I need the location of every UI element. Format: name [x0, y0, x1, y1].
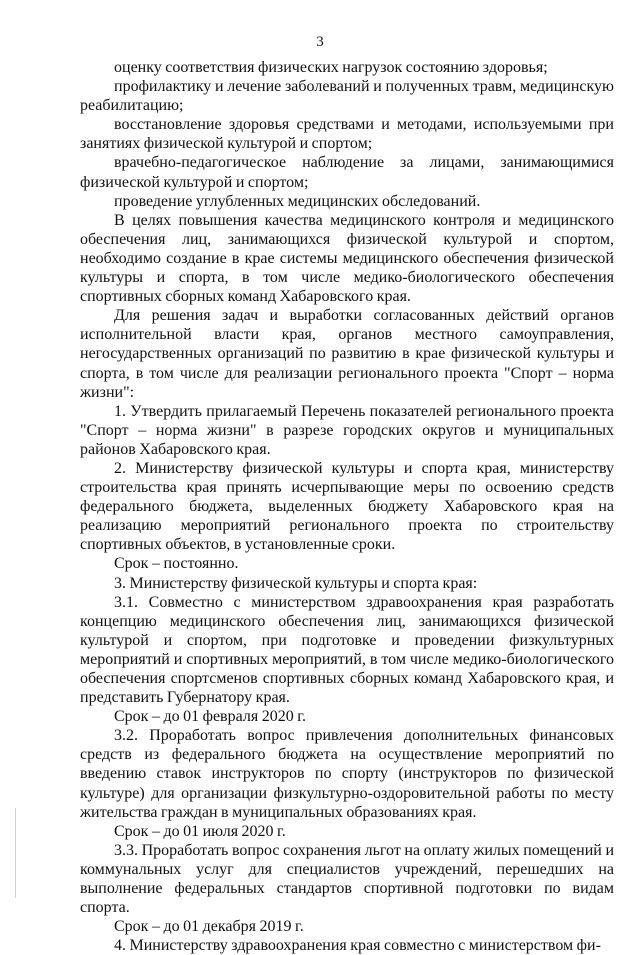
paragraph-11: 3. Министерству физической культуры и спорта края: — [114, 574, 478, 592]
paragraph-5: проведение углубленных медицинских обследований. — [114, 192, 481, 210]
paragraph-7: Для решения задач и выработки согласованных действий органов исполнительной власти края, органов местного самоуправления, негосударственных организаций по развитию в крае физической культуры и спорта, в том числе для реализации регионального проекта "Спорт – норма жизни": — [80, 307, 614, 401]
scan-edge-line — [15, 808, 16, 898]
paragraph-10: Срок – постоянно. — [114, 555, 239, 573]
page-number: 3 — [316, 34, 324, 50]
paragraph-16: 3.3. Проработать вопрос сохранения льгот на оплату жилых помещений и коммунальных услуг для специалистов учреждений, перешедших на выполнение федеральных стандартов спортивной подготовки по видам спорта. — [80, 841, 614, 917]
paragraph-1: оценку соответствия физических нагрузок состоянию здоровья; — [114, 59, 548, 76]
paragraph-14: 3.2. Проработать вопрос привлечения дополнительных финансовых средств из федерального бюджета на осуществление мероприятий по введению ставок инструкторов по спорту (инструкторов по физической культуре) для организации физкультурно-оздоровительной работы по месту жительства граждан в муниципальных образованиях края. — [80, 727, 614, 821]
paragraph-13: Срок – до 01 февраля 2020 г. — [114, 708, 306, 726]
paragraph-6: В целях повышения качества медицинского контроля и медицинского обеспечения лиц, занимающихся физической культурой и спортом, необходимо создание в крае системы медицинского обеспечения физической культуры и спорта, в том числе медико-биологического обеспечения спортивных сборных команд Хабаровского края. — [80, 211, 614, 306]
paragraph-4: врачебно-педагогическое наблюдение за лицами, занимающимися физической культурой и спортом; — [80, 154, 614, 191]
paragraph-2: профилактику и лечение заболеваний и полученных травм, медицинскую реабилитацию; — [80, 78, 614, 115]
document-body — [80, 58, 614, 955]
paragraph-8: 1. Утвердить прилагаемый Перечень показателей регионального проекта "Спорт – норма жизни" в разрезе городских округов и муниципальных районов Хабаровского края. — [80, 402, 614, 458]
paragraph-3: восстановление здоровья средствами и методами, используемыми при занятиях физической культурой и спортом; — [80, 116, 614, 153]
paragraph-9: 2. Министерству физической культуры и спорта края, министерству строительства края принять исчерпывающие меры по освоению средств федерального бюджета, выделенных бюджету Хабаровского края на реализацию мероприятий регионального проекта по строительству спортивных объектов, в установленные сроки. — [80, 459, 614, 554]
paragraph-12: 3.1. Совместно с министерством здравоохранения края разработать концепцию медицинского обеспечения лиц, занимающихся физической культурой и спортом, при подготовке и проведении физкультурных мероприятий и спортивных мероприятий, в том числе медико-биологического обеспечения спортсменов спортивных сборных команд Хабаровского края, и представить Губернатору края. — [80, 593, 614, 707]
paragraph-15: Срок – до 01 июля 2020 г. — [114, 822, 286, 840]
paragraph-17: Срок – до 01 декабря 2019 г. — [114, 918, 304, 936]
paragraph-18: 4. Министерству здравоохранения края совместно с министерством фи- — [114, 937, 601, 955]
